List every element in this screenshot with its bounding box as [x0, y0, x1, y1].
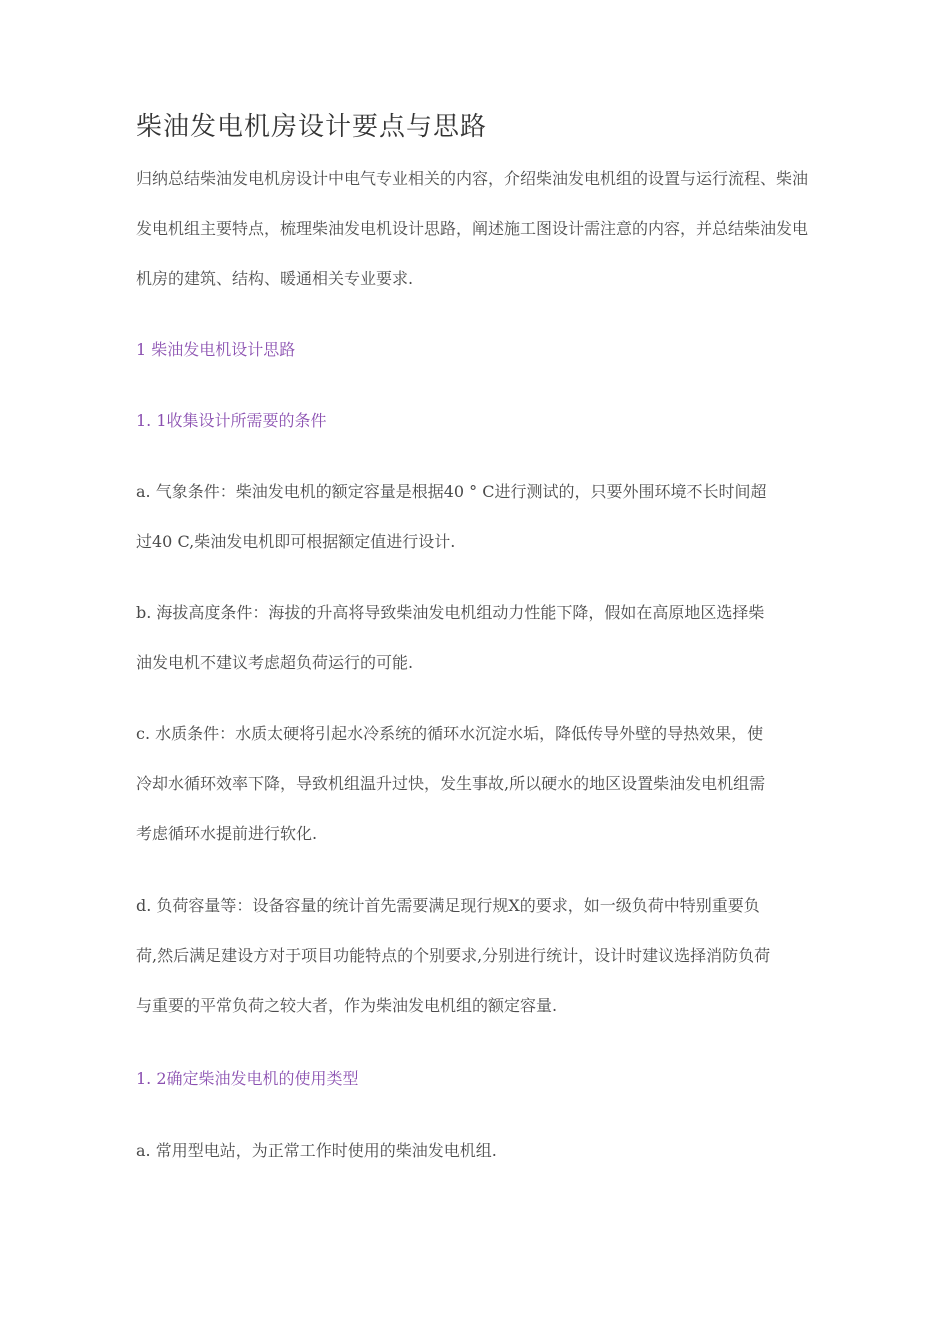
- item-c-line-1: c. 水质条件：水质太硬将引起水冷系统的循环水沉淀水垢，降低传导外壁的导热效果，使: [136, 724, 764, 743]
- item-1-2-a-paragraph: [136, 1126, 826, 1176]
- item-b-line-2: 油发电机不建议考虑超负荷运行的可能.: [136, 653, 414, 672]
- item-c-paragraph: [136, 709, 826, 859]
- intro-line-3: 机房的建筑、结构、暖通相关专业要求.: [136, 269, 414, 288]
- item-b-line-1: b. 海拔高度条件：海拔的升高将导致柴油发电机组动力性能下降，假如在高原地区选择柴: [136, 603, 765, 622]
- item-b-paragraph: [136, 588, 826, 688]
- section-1-heading: 1 柴油发电机设计思路: [136, 340, 296, 359]
- intro-paragraph: [136, 154, 826, 304]
- item-c-line-2: 冷却水循环效率下降，导致机组温升过快，发生事故,所以硬水的地区设置柴油发电机组需: [136, 774, 766, 793]
- document-title: 柴油发电机房设计要点与思路: [136, 112, 488, 142]
- item-1-2-a-line: a. 常用型电站，为正常工作时使用的柴油发电机组.: [136, 1141, 497, 1160]
- item-d-line-3: 与重要的平常负荷之较大者，作为柴油发电机组的额定容量.: [136, 996, 558, 1015]
- item-d-line-1: d. 负荷容量等：设备容量的统计首先需要满足现行规Ⅹ的要求，如一级负荷中特别重要负: [136, 896, 760, 915]
- item-a-line-1: a. 气象条件：柴油发电机的额定容量是根据40 ° C进行测试的，只要外围环境不长时间超: [136, 482, 767, 501]
- item-a-paragraph: [136, 467, 826, 567]
- item-d-paragraph: [136, 881, 826, 1031]
- item-a-line-2: 过40 C,柴油发电机即可根据额定值进行设计.: [136, 532, 456, 551]
- item-d-line-2: 荷,然后满足建设方对于项目功能特点的个别要求,分别进行统计，设计时建议选择消防负荷: [136, 946, 771, 965]
- intro-line-2: 发电机组主要特点，梳理柴油发电机设计思路，阐述施工图设计需注意的内容，并总结柴油发电: [136, 219, 809, 238]
- section-1-2-heading: 1. 2确定柴油发电机的使用类型: [136, 1069, 359, 1088]
- section-1-1-heading: 1. 1收集设计所需要的条件: [136, 411, 327, 430]
- item-c-line-3: 考虑循环水提前进行软化.: [136, 824, 318, 843]
- intro-line-1: 归纳总结柴油发电机房设计中电气专业相关的内容，介绍柴油发电机组的设置与运行流程、柴油: [136, 169, 809, 188]
